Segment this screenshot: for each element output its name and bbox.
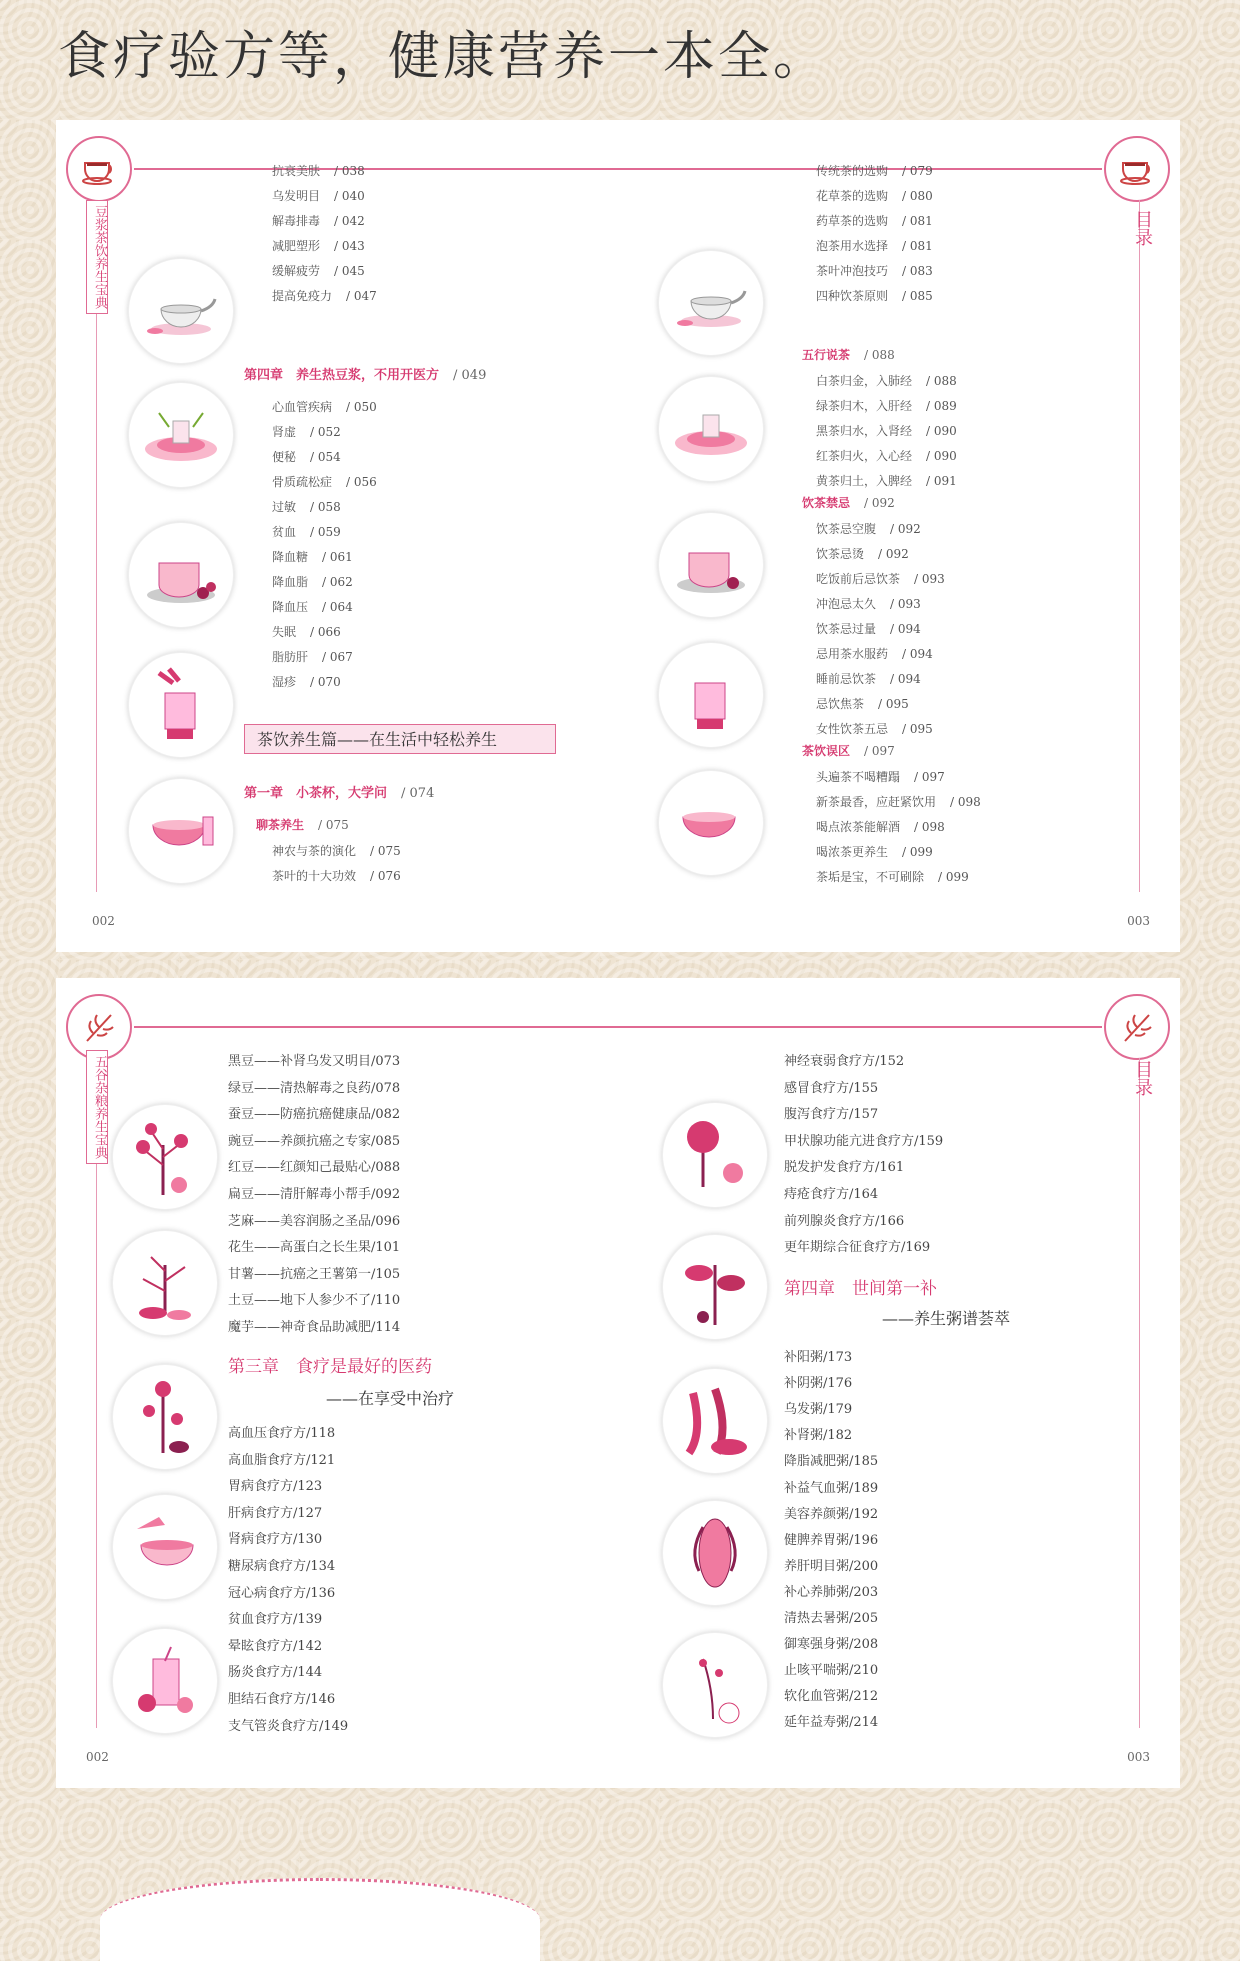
- corn-illustration: [662, 1500, 768, 1606]
- toc-entry-title: 心血管疾病: [272, 400, 333, 414]
- toc-entry-page: / 083: [902, 264, 933, 278]
- toc-entry[interactable]: 肾病食疗方/130: [228, 1532, 323, 1548]
- toc-entry[interactable]: 支气管炎食疗方/149: [228, 1718, 349, 1734]
- toc-entry-page: / 054: [310, 450, 341, 464]
- book-title-tab: 五谷杂粮养生宝典: [86, 1050, 108, 1164]
- toc-entry[interactable]: [272, 423, 341, 440]
- toc-label: 目录: [1132, 210, 1153, 246]
- toc-entry-title: 黑茶归水，入肾经: [816, 424, 913, 438]
- toc-entry[interactable]: [816, 397, 957, 414]
- toc-entry-title: 忌用茶水服药: [816, 647, 889, 661]
- header-rule: [134, 1026, 1102, 1028]
- toc-entry[interactable]: 痔疮食疗方/164: [784, 1187, 879, 1202]
- chapter-3-subtitle: ——在享受中治疗: [326, 1389, 455, 1408]
- toc-entry-title: 黄茶归土，入脾经: [816, 474, 913, 488]
- toc-entry-title: 忌饮焦茶: [816, 697, 865, 711]
- toc-entry-page: / 056: [346, 475, 377, 489]
- toc-entry[interactable]: [816, 472, 957, 489]
- toc-entry-page: / 090: [926, 449, 957, 463]
- pink-drink-illustration-right: [658, 512, 764, 618]
- toc-entry[interactable]: [272, 473, 377, 490]
- herb-plant-illustration: [112, 1364, 218, 1470]
- toc-entry-page: / 061: [322, 550, 353, 564]
- toc-entry-title: 乌发明目: [272, 189, 321, 203]
- toc-entry-page: / 040: [334, 189, 365, 203]
- toc-entry-page: / 089: [926, 399, 957, 413]
- toc-entry[interactable]: [816, 768, 945, 785]
- toc-entry-title: 解毒排毒: [272, 214, 321, 228]
- toc-entry-title: 骨质疏松症: [272, 475, 333, 489]
- toc-entry-page: / 097: [914, 770, 945, 784]
- toc-entry[interactable]: 红豆——红颜知己最贴心/088: [228, 1160, 401, 1176]
- toc-entry-title: 茶垢是宝，不可刷除: [816, 870, 925, 884]
- teacup-right-icon: [1104, 136, 1170, 202]
- toc-entry-title: 睡前忌饮茶: [816, 672, 877, 686]
- teapot-illustration: [128, 258, 234, 364]
- toc-entry-title: 女性饮茶五忌: [816, 722, 889, 736]
- toc-entry-page: / 095: [878, 697, 909, 711]
- toc-entry-title: 失眠: [272, 625, 297, 639]
- toc-entry-title: 降血压: [272, 600, 309, 614]
- toc-entry[interactable]: 延年益寿粥/214: [784, 1715, 879, 1731]
- toc-entry-title: 贫血: [272, 525, 297, 539]
- toc-entry[interactable]: [816, 520, 921, 537]
- toc-entry-page: / 094: [902, 647, 933, 661]
- bowl-illustration: [128, 778, 234, 884]
- toc-entry-page: / 099: [902, 845, 933, 859]
- toc-entry[interactable]: 甘薯——抗癌之王薯第一/105: [228, 1266, 401, 1282]
- right-margin-rule: [1139, 200, 1140, 892]
- section-wuxing[interactable]: 五行说茶 / 088: [802, 348, 895, 362]
- toc-entry-page: / 038: [334, 164, 365, 178]
- sweet-potato-illustration: [112, 1230, 218, 1336]
- toc-entry[interactable]: [272, 867, 401, 884]
- toc-entry[interactable]: [816, 818, 945, 835]
- toc-entry[interactable]: 豌豆——养颜抗癌之专家/085: [228, 1133, 401, 1149]
- pea-pods-illustration: [662, 1368, 768, 1474]
- toc-entry[interactable]: 扁豆——清肝解毒小帮手/092: [228, 1187, 401, 1202]
- toc-entry[interactable]: 甲状腺功能亢进食疗方/159: [784, 1133, 944, 1149]
- toc-entry[interactable]: [816, 212, 933, 229]
- teapot-illustration-right: [658, 250, 764, 356]
- toc-entry[interactable]: 感冒食疗方/155: [784, 1080, 879, 1096]
- toc-entry[interactable]: 魔芋——神奇食品助减肥/114: [228, 1320, 401, 1335]
- toc-entry-title: 提高免疫力: [272, 289, 333, 303]
- toc-entry[interactable]: 胆结石食疗方/146: [228, 1692, 336, 1707]
- toc-entry[interactable]: 高血压食疗方/118: [228, 1426, 336, 1441]
- bean-plant-illustration: [112, 1104, 218, 1210]
- toc-entry-title: 脂肪肝: [272, 650, 309, 664]
- page-number-right: 003: [1127, 1750, 1150, 1764]
- headline: 食疗验方等，健康营养一本全。: [58, 27, 829, 87]
- toc-entry[interactable]: [816, 237, 933, 254]
- chapter-1-heading[interactable]: 第一章 小茶杯，大学问 / 074: [244, 786, 435, 801]
- chapter-4-heading[interactable]: 第四章 世间第一补: [784, 1279, 937, 1299]
- toc-entry[interactable]: [816, 793, 981, 810]
- section-wuqu[interactable]: 茶饮误区 / 097: [802, 744, 895, 758]
- toc-entry[interactable]: [816, 262, 933, 279]
- toc-entry-page: / 047: [346, 289, 377, 303]
- toc-entry-title: 抗衰美肤: [272, 164, 321, 178]
- lotus-tea-illustration-right: [658, 376, 764, 482]
- toc-entry[interactable]: [272, 398, 377, 415]
- toc-entry[interactable]: 补益气血粥/189: [784, 1480, 879, 1496]
- pink-drink-illustration: [128, 522, 234, 628]
- toc-entry[interactable]: [816, 162, 933, 179]
- toc-entry[interactable]: [816, 868, 969, 885]
- toc-entry-title: 吃饭前后忌饮茶: [816, 572, 901, 586]
- toc-entry[interactable]: [816, 187, 933, 204]
- blender-illustration-right: [658, 642, 764, 748]
- toc-entry[interactable]: 美容养颜粥/192: [784, 1506, 879, 1522]
- toc-entry[interactable]: [272, 548, 353, 565]
- toc-entry-page: / 059: [310, 525, 341, 539]
- toc-entry[interactable]: [816, 422, 957, 439]
- toc-entry-title: 饮茶忌烫: [816, 547, 865, 561]
- toc-entry[interactable]: [272, 212, 365, 229]
- leafy-plant-illustration: [662, 1234, 768, 1340]
- toc-entry-title: 降血糖: [272, 550, 309, 564]
- tea-section-banner: 茶饮养生篇——在生活中轻松养生: [244, 724, 556, 754]
- toc-entry-title: 喝浓茶更养生: [816, 845, 889, 859]
- toc-entry[interactable]: 冠心病食疗方/136: [228, 1585, 336, 1601]
- toc-entry[interactable]: [816, 620, 921, 637]
- toc-entry[interactable]: [816, 287, 933, 304]
- toc-entry[interactable]: 黑豆——补肾乌发又明目/073: [228, 1054, 401, 1069]
- toc-entry-title: 减肥塑形: [272, 239, 321, 253]
- toc-entry[interactable]: 贫血食疗方/139: [228, 1612, 323, 1628]
- toc-entry-page: / 091: [926, 474, 957, 488]
- chapter-4-heading[interactable]: 第四章 养生热豆浆，不用开医方 / 049: [244, 368, 487, 383]
- toc-entry-page: / 098: [914, 820, 945, 834]
- right-margin-rule: [1139, 1058, 1140, 1728]
- toc-entry-page: / 042: [334, 214, 365, 228]
- toc-entry[interactable]: 土豆——地下人参少不了/110: [228, 1293, 401, 1309]
- toc-entry[interactable]: [272, 673, 341, 690]
- toc-entry[interactable]: 肝病食疗方/127: [228, 1505, 323, 1521]
- toc-entry-title: 泡茶用水选择: [816, 239, 889, 253]
- toc-entry-page: / 043: [334, 239, 365, 253]
- toc-entry-page: / 062: [322, 575, 353, 589]
- toc-entry-title: 药草茶的选购: [816, 214, 889, 228]
- toc-entry-title: 头遍茶不喝糟蹋: [816, 770, 901, 784]
- toc-entry-title: 冲泡忌太久: [816, 597, 877, 611]
- toc-entry[interactable]: [272, 623, 341, 640]
- toc-entry[interactable]: [272, 598, 353, 615]
- toc-spread-grains: [56, 978, 1180, 1788]
- toc-entry[interactable]: 更年期综合征食疗方/169: [784, 1240, 931, 1256]
- toc-entry[interactable]: 绿豆——清热解毒之良药/078: [228, 1080, 401, 1096]
- toc-entry[interactable]: 健脾养胃粥/196: [784, 1532, 879, 1548]
- wheat-right-icon: [1104, 994, 1170, 1060]
- toc-entry[interactable]: 软化血管粥/212: [784, 1689, 879, 1705]
- toc-entry[interactable]: [272, 498, 341, 515]
- toc-entry-title: 湿疹: [272, 675, 297, 689]
- blender-illustration: [128, 652, 234, 758]
- toc-entry[interactable]: [272, 448, 341, 465]
- toc-entry-page: / 080: [902, 189, 933, 203]
- toc-entry-page: / 099: [938, 870, 969, 884]
- toc-entry-page: / 045: [334, 264, 365, 278]
- juice-cup-illustration: [112, 1628, 218, 1734]
- toc-spread-tea: [56, 120, 1180, 952]
- toc-entry-page: / 094: [890, 622, 921, 636]
- toc-entry-title: 绿茶归木，入肝经: [816, 399, 913, 413]
- toc-entry[interactable]: 御寒强身粥/208: [784, 1637, 879, 1653]
- lotus-tea-illustration: [128, 382, 234, 488]
- page-number-left: 002: [92, 914, 115, 928]
- toc-entry-page: / 058: [310, 500, 341, 514]
- toc-entry[interactable]: 止咳平喘粥/210: [784, 1663, 879, 1679]
- toc-entry[interactable]: 芝麻——美容润肠之圣品/096: [228, 1213, 401, 1229]
- toc-entry-title: 传统茶的选购: [816, 164, 889, 178]
- chapter-3-heading[interactable]: 第三章 食疗是最好的医药: [228, 1357, 432, 1377]
- toc-entry-title: 四种饮茶原则: [816, 289, 889, 303]
- toc-entry[interactable]: [272, 573, 353, 590]
- toc-entry-title: 新茶最香，应赶紧饮用: [816, 795, 937, 809]
- toc-entry[interactable]: 补阴粥/176: [784, 1376, 853, 1392]
- sprig-illustration: [662, 1632, 768, 1738]
- toc-entry[interactable]: 肠炎食疗方/144: [228, 1665, 323, 1681]
- toc-entry-title: 肾虚: [272, 425, 297, 439]
- section-liaocha[interactable]: 聊茶养生 / 075: [256, 818, 349, 832]
- toc-entry[interactable]: 补阳粥/173: [784, 1350, 853, 1365]
- book-title-tab: 豆浆茶饮养生宝典: [86, 200, 108, 314]
- toc-entry-title: 白茶归金，入肺经: [816, 374, 913, 388]
- toc-entry[interactable]: 前列腺炎食疗方/166: [784, 1213, 905, 1229]
- toc-entry[interactable]: [272, 262, 365, 279]
- toc-entry[interactable]: 清热去暑粥/205: [784, 1611, 879, 1626]
- toc-entry[interactable]: [272, 162, 365, 179]
- toc-entry[interactable]: [816, 372, 957, 389]
- toc-entry[interactable]: [816, 545, 909, 562]
- toc-entry-page: / 052: [310, 425, 341, 439]
- toc-entry[interactable]: [272, 648, 353, 665]
- toc-entry-title: 饮茶忌过量: [816, 622, 877, 636]
- section-jinji[interactable]: 饮茶禁忌 / 092: [802, 496, 895, 510]
- toc-entry-title: 降血脂: [272, 575, 309, 589]
- toc-entry[interactable]: 高血脂食疗方/121: [228, 1452, 336, 1468]
- toc-entry-title: 花草茶的选购: [816, 189, 889, 203]
- toc-entry-page: / 090: [926, 424, 957, 438]
- toc-entry[interactable]: 补肾粥/182: [784, 1428, 853, 1444]
- teacup-left-icon: [66, 136, 132, 202]
- toc-entry-title: 饮茶忌空腹: [816, 522, 877, 536]
- toc-entry-page: / 098: [950, 795, 981, 809]
- toc-entry-page: / 076: [370, 869, 401, 883]
- toc-label: 目录: [1132, 1060, 1153, 1096]
- toc-entry-page: / 092: [878, 547, 909, 561]
- toc-entry[interactable]: 腹泻食疗方/157: [784, 1107, 879, 1123]
- toc-entry[interactable]: [816, 570, 945, 587]
- toc-entry-title: 喝点浓茶能解酒: [816, 820, 901, 834]
- congee-bowl-illustration: [112, 1494, 218, 1600]
- toc-entry[interactable]: 蚕豆——防癌抗癌健康品/082: [228, 1107, 401, 1123]
- toc-entry-page: / 081: [902, 214, 933, 228]
- toc-entry-page: / 093: [914, 572, 945, 586]
- page-number-right: 003: [1127, 914, 1150, 928]
- toc-entry[interactable]: [816, 645, 933, 662]
- toc-entry-page: / 094: [890, 672, 921, 686]
- toc-entry-page: / 050: [346, 400, 377, 414]
- toc-entry[interactable]: [272, 237, 365, 254]
- toc-entry-page: / 067: [322, 650, 353, 664]
- toc-entry[interactable]: 花生——高蛋白之长生果/101: [228, 1240, 401, 1256]
- toc-entry[interactable]: 补心养肺粥/203: [784, 1584, 879, 1600]
- toc-entry[interactable]: 乌发粥/179: [784, 1402, 853, 1418]
- toc-entry[interactable]: [816, 720, 933, 737]
- toc-entry-page: / 075: [370, 844, 401, 858]
- toc-entry[interactable]: 神经衰弱食疗方/152: [784, 1054, 905, 1069]
- toc-entry[interactable]: 糖尿病食疗方/134: [228, 1559, 336, 1574]
- toc-entry-page: / 064: [322, 600, 353, 614]
- toc-entry-page: / 085: [902, 289, 933, 303]
- toc-entry-page: / 066: [310, 625, 341, 639]
- toc-entry-title: 茶叶冲泡技巧: [816, 264, 889, 278]
- toc-entry[interactable]: [272, 187, 365, 204]
- toc-entry-title: 便秘: [272, 450, 297, 464]
- toc-entry-page: / 081: [902, 239, 933, 253]
- toc-entry-title: 茶叶的十大功效: [272, 869, 357, 883]
- toc-entry[interactable]: [816, 695, 909, 712]
- toc-entry[interactable]: [816, 670, 921, 687]
- toc-entry[interactable]: 胃病食疗方/123: [228, 1479, 323, 1495]
- toc-entry-page: / 095: [902, 722, 933, 736]
- toc-entry[interactable]: [272, 523, 341, 540]
- toc-entry[interactable]: [816, 595, 921, 612]
- toc-entry[interactable]: 脱发护发食疗方/161: [784, 1160, 905, 1176]
- toc-entry-title: 缓解疲劳: [272, 264, 321, 278]
- toc-entry[interactable]: 养肝明目粥/200: [784, 1558, 879, 1574]
- fruit-tree-illustration: [662, 1102, 768, 1208]
- toc-entry-page: / 079: [902, 164, 933, 178]
- toc-entry-title: 过敏: [272, 500, 297, 514]
- toc-entry[interactable]: 晕眩食疗方/142: [228, 1638, 323, 1654]
- toc-entry[interactable]: [272, 842, 401, 859]
- toc-entry-title: 神农与茶的演化: [272, 844, 357, 858]
- toc-entry-page: / 093: [890, 597, 921, 611]
- page-number-left: 002: [86, 1750, 109, 1764]
- chapter-4-subtitle: ——养生粥谱荟萃: [882, 1309, 1011, 1328]
- toc-entry-page: / 092: [890, 522, 921, 536]
- toc-entry-page: / 070: [310, 675, 341, 689]
- toc-entry[interactable]: 降脂减肥粥/185: [784, 1454, 879, 1470]
- toc-entry-title: 红茶归火，入心经: [816, 449, 913, 463]
- toc-entry[interactable]: [816, 843, 933, 860]
- toc-entry[interactable]: [816, 447, 957, 464]
- toc-entry-page: / 088: [926, 374, 957, 388]
- bowl-illustration-right: [658, 770, 764, 876]
- toc-entry[interactable]: [272, 287, 377, 304]
